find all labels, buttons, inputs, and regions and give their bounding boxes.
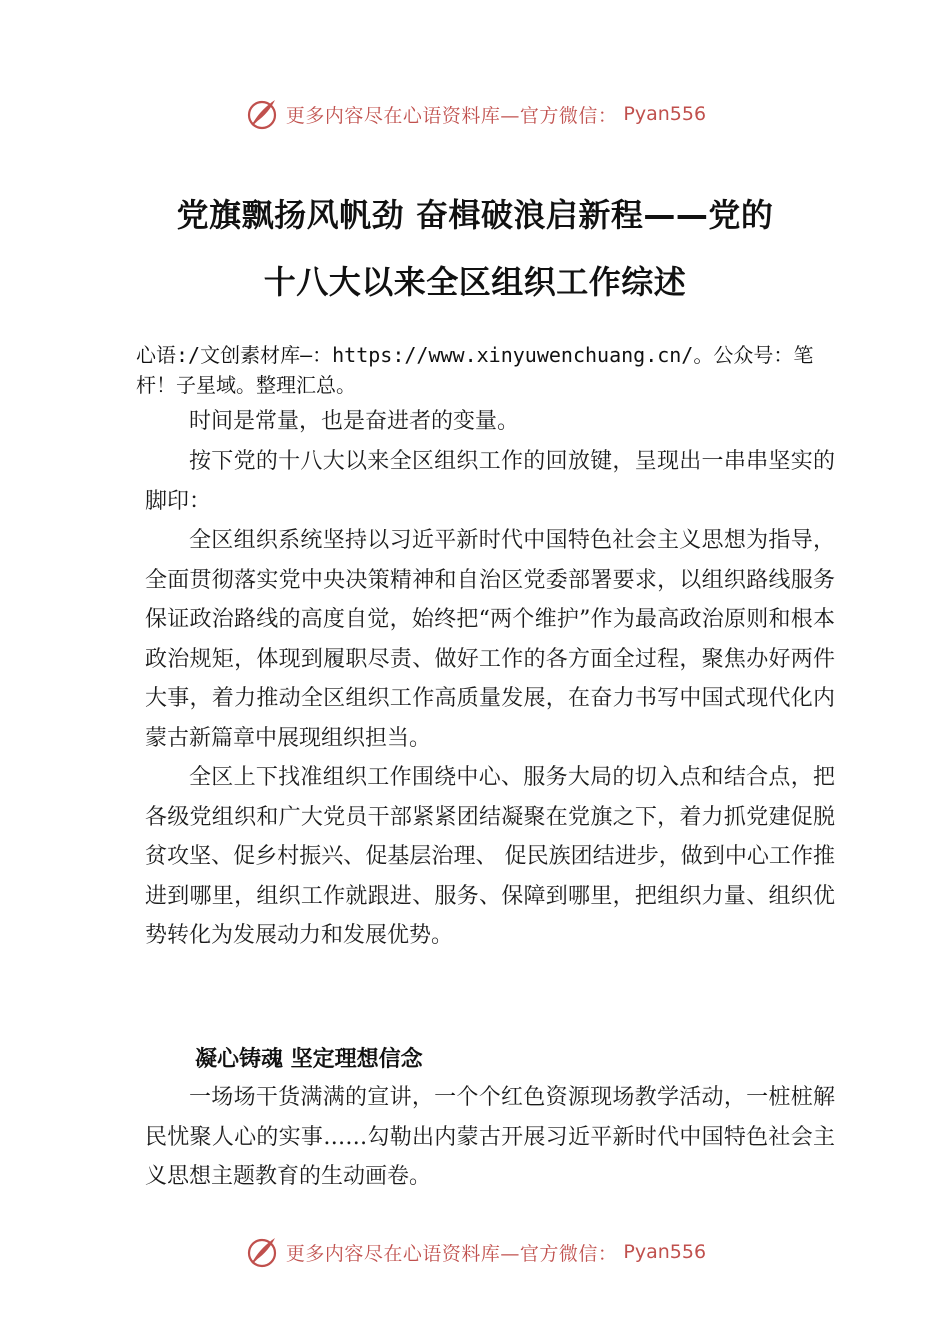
banner-wechat-id: Pyan556 bbox=[623, 1241, 707, 1263]
document-title-line-2: 十八大以来全区组织工作综述 bbox=[263, 263, 687, 301]
paragraph: 全区组织系统坚持以习近平新时代中国特色社会主义思想为指导，全面贯彻落实党中央决策精神和自治区党委部署要求，以组织路线服务保证政治路线的高度自觉，始终把“两个维护”作为最高政治原则和根本政治规矩，体现到履职尽责、做好工作的各方面全过程，聚焦办好两件大事，着力推动全区组织工作高质量发展，在奋力书写中国式现代化内蒙古新篇章中展现组织担当。 bbox=[145, 528, 835, 751]
document-title-line-1: 党旗飘扬风帆劲 奋楫破浪启新程——党的 bbox=[176, 196, 774, 234]
footer-watermark-banner bbox=[0, 1232, 950, 1272]
paragraph: 全区上下找准组织工作围绕中心、服务大局的切入点和结合点，把各级党组织和广大党员干部紧紧团结凝聚在党旗之下，着力抓党建促脱贫攻坚、促乡村振兴、促基层治理、 促民族团结进步，做到中心工作推进到哪里，组织工作就跟进、服务、保障到哪里，把组织力量、组织优势转化为发展动力和发展优势。 bbox=[145, 765, 835, 948]
header-watermark-banner bbox=[0, 94, 950, 134]
source-note: 心语:/文创素材库—：https://www.xinyuwenchuang.cn/。公众号：笔杆！子星域。整理汇总。 bbox=[136, 343, 814, 397]
section-paragraph-block bbox=[145, 1078, 835, 1197]
intro-paragraph-block bbox=[145, 402, 835, 442]
banner-wechat-id: Pyan556 bbox=[623, 103, 707, 125]
banner-text: 更多内容尽在心语资料库—官方微信： bbox=[285, 1242, 618, 1265]
section-heading: 凝心铸魂 坚定理想信念 bbox=[195, 1047, 423, 1072]
quill-seal-icon bbox=[244, 96, 280, 132]
paragraph: 时间是常量，也是奋进者的变量。 bbox=[189, 409, 520, 434]
paragraph: 一场场干货满满的宣讲，一个个红色资源现场教学活动，一桩桩解民忧聚人心的实事……勾勒出内蒙古开展习近平新时代中国特色社会主义思想主题教育的生动画卷。 bbox=[145, 1085, 835, 1189]
banner-text: 更多内容尽在心语资料库—官方微信： bbox=[285, 104, 618, 127]
quill-seal-icon bbox=[244, 1234, 280, 1270]
paragraph: 按下党的十八大以来全区组织工作的回放键，呈现出一串串坚实的脚印： bbox=[145, 449, 835, 514]
main-paragraph-block bbox=[145, 442, 835, 956]
